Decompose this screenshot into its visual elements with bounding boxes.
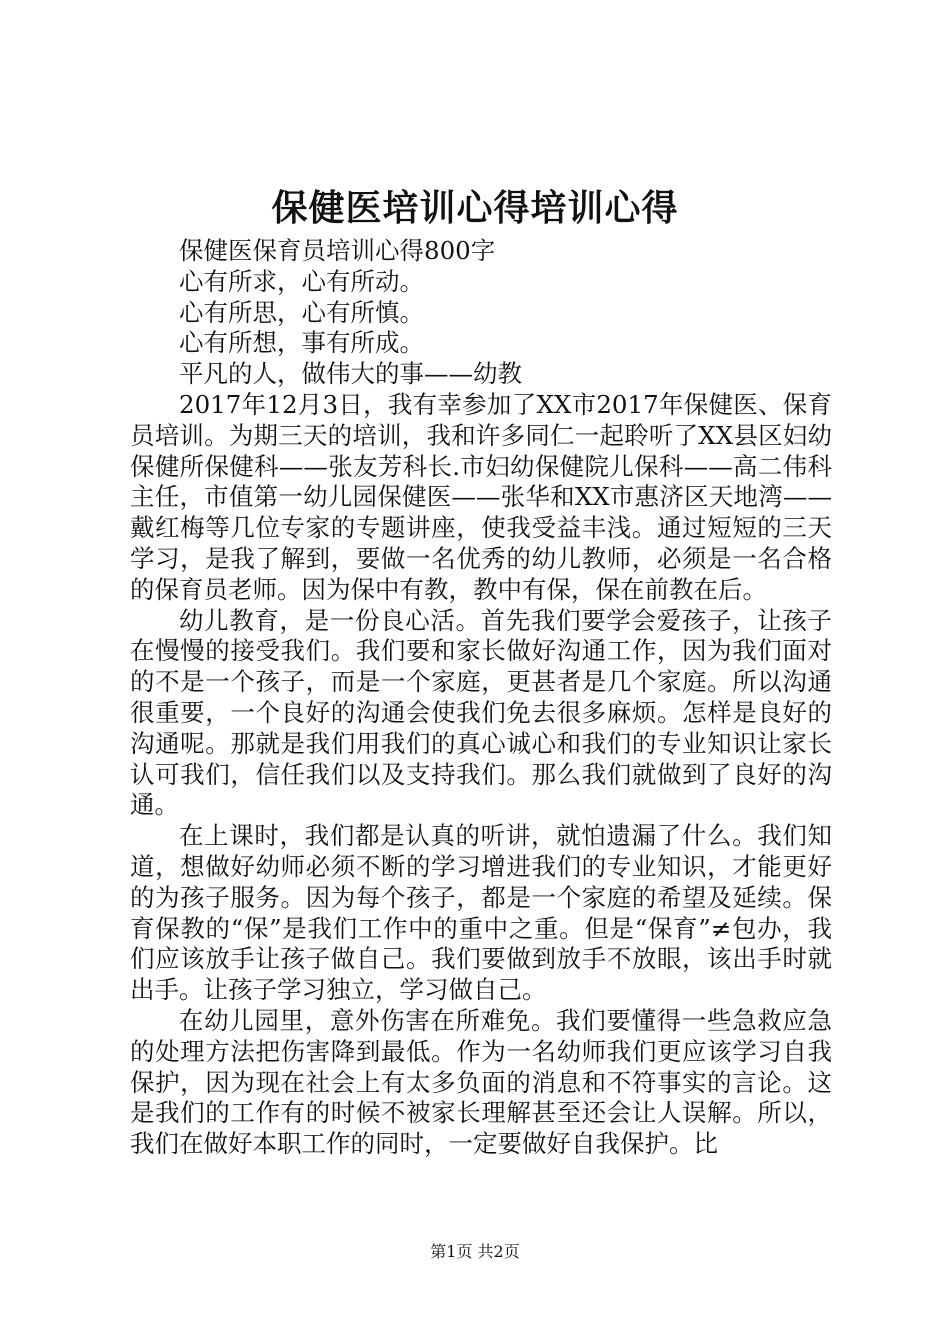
page-footer: 第1页 共2页 [430, 1242, 520, 1261]
paragraph-learning: 在上课时，我们都是认真的听讲，就怕遗漏了什么。我们知道，想做好幼师必须不断的学习增进我们的专业知识，才能更好的为孩子服务。因为每个孩子，都是一个家庭的希望及延续。保育保教的“保”是我们工作中的重中之重。但是“保育”≠包办，我们应该放手让孩子做自己。我们要做到放手不放眼，该出手时就出手。让孩子学习独立，学习做自己。 [130, 821, 832, 1005]
paragraph-motto-1: 心有所求，心有所动。 [179, 266, 424, 296]
paragraph-communication: 幼儿教育，是一份良心活。首先我们要学会爱孩子，让孩子在慢慢的接受我们。我们要和家长做好沟通工作，因为我们面对的不是一个孩子，而是一个家庭，更甚者是几个家庭。所以沟通很重要，一个良好的沟通会使我们免去很多麻烦。怎样是良好的沟通呢。那就是我们用我们的真心诚心和我们的专业知识让家长认可我们，信任我们以及支持我们。那么我们就做到了良好的沟通。 [130, 605, 832, 820]
document-title: 保健医培训心得培训心得 [271, 187, 679, 229]
paragraph-motto-4: 平凡的人，做伟大的事——幼教 [179, 359, 522, 389]
paragraph-training-intro: 2017年12月3日，我有幸参加了XX市2017年保健医、保育员培训。为期三天的培训，我和许多同仁一起聆听了XX县区妇幼保健所保健科——张友芳科长.市妇幼保健院儿保科——高二伟科主任，市值第一幼儿园保健医——张华和XX市惠济区天地湾——戴红梅等几位专家的专题讲座，使我受益丰浅。通过短短的三天学习，是我了解到，要做一名优秀的幼儿教师，必须是一名合格的保育员老师。因为保中有教，教中有保，保在前教在后。 [130, 389, 832, 604]
paragraph-motto-2: 心有所思，心有所慎。 [179, 297, 424, 327]
paragraph-subtitle: 保健医保育员培训心得800字 [179, 236, 496, 265]
paragraph-safety: 在幼儿园里，意外伤害在所难免。我们要懂得一些急救应急的处理方法把伤害降到最低。作为一名幼师我们更应该学习自我保护，因为现在社会上有太多负面的消息和不符事实的言论。这是我们的工作有的时候不被家长理解甚至还会让人误解。所以，我们在做好本职工作的同时，一定要做好自我保护。比 [130, 1005, 832, 1159]
document-body [130, 236, 832, 1160]
paragraph-motto-3: 心有所想，事有所成。 [179, 328, 424, 358]
